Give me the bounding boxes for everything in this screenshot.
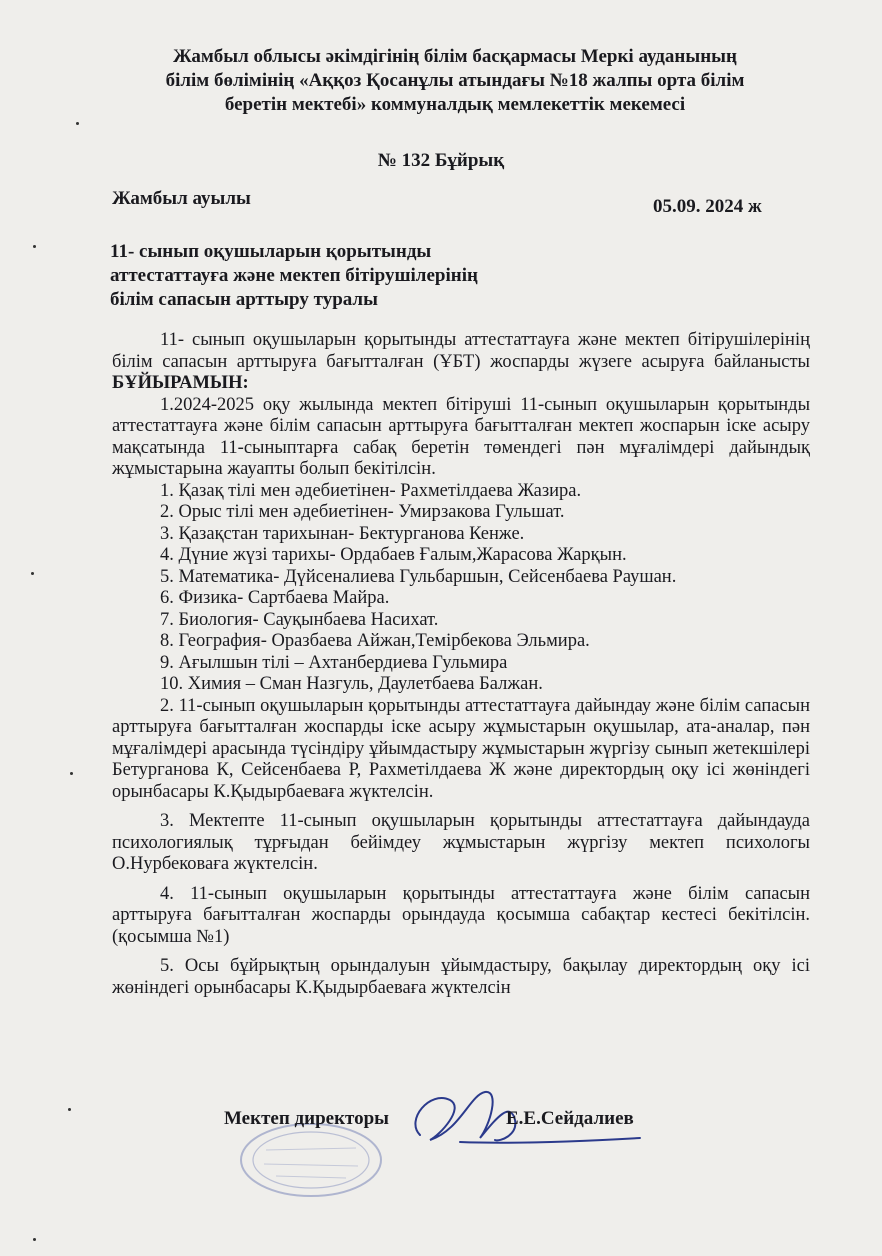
list-item: 1. Қазақ тілі мен әдебиетінен- Рахметілдаева Жазира. bbox=[160, 480, 582, 501]
point-2: 2. 11-сынып оқушыларын қорытынды аттестаттауға дайындау және білім сапасын арттыруға бағытталған жоспарды іске асыру жұмыстарын оқушылар, ата-аналар, пән мұғалімдері арасында түсіндіру ұйымдастыру жұмыстарын жүргізу сынып жетекшілері Бетурганова К, Сейсенбаева Р, Рахметілдаева Ж және директордың оқу ісі жөніндегі орынбасары К.Қыдырбаеваға жүктелсін. bbox=[112, 695, 810, 802]
place-of-issue: Жамбыл ауылы bbox=[112, 188, 251, 209]
subject-line: білім сапасын арттыру туралы bbox=[110, 289, 378, 310]
intro-text: 11- сынып оқушыларын қорытынды аттестаттауға және мектеп бітірушілерінің білім сапасын арттыруға бағытталған (ҰБТ) жоспарды жүзеге асыруға байланысты bbox=[112, 330, 810, 372]
official-stamp bbox=[236, 1120, 386, 1200]
signatory-name: Е.Е.Сейдалиев bbox=[506, 1108, 634, 1129]
intro-paragraph bbox=[112, 330, 810, 395]
margin-mark bbox=[33, 245, 36, 248]
list-item: 2. Орыс тілі мен әдебиетінен- Умирзакова Гульшат. bbox=[160, 502, 565, 522]
teacher-list bbox=[112, 481, 810, 696]
list-item: 8. География- Оразбаева Айжан,Темірбекова Эльмира. bbox=[160, 631, 590, 651]
order-emphasis: БҰЙЫРАМЫН: bbox=[112, 373, 249, 393]
point-1: 1.2024-2025 оқу жылында мектеп бітіруші 11-сынып оқушыларын қорытынды аттестаттауға және білім сапасын арттыруға бағытталған мектеп жоспарын іске асыру мақсатында 11-сыныптарға сабақ беретін төмендегі пән мұғалімдері дайындық жұмыстарына жауапты болып бекітілсін. bbox=[112, 394, 810, 479]
signatory-title: Мектеп директоры bbox=[224, 1108, 390, 1129]
order-date: 05.09. 2024 ж bbox=[653, 196, 762, 217]
margin-mark bbox=[70, 772, 73, 775]
order-subject bbox=[110, 240, 478, 312]
subject-line: 11- сынып оқушыларын қорытынды bbox=[110, 241, 432, 262]
header-line: беретін мектебі» коммуналдық мемлекеттік мекемесі bbox=[224, 94, 686, 115]
point-3: 3. Мектепте 11-сынып оқушыларын қорытынды аттестаттауға дайындауда психологиялық тұрғыдан бейімдеу жұмыстарын жүргізу мектеп психологы О.Нурбековаға жүктелсін. bbox=[112, 811, 810, 874]
margin-mark bbox=[68, 1108, 71, 1111]
margin-mark bbox=[76, 122, 79, 125]
margin-mark bbox=[31, 572, 34, 575]
margin-mark bbox=[33, 1238, 36, 1241]
list-item: 5. Математика- Дүйсеналиева Гульбаршын, Сейсенбаева Раушан. bbox=[160, 566, 677, 587]
point-5: 5. Осы бұйрықтың орындалуын ұйымдастыру, бақылау директордың оқу ісі жөніндегі орынбасары К.Қыдырбаеваға жүктелсін bbox=[112, 956, 810, 998]
list-item: 7. Биология- Сауқынбаева Насихат. bbox=[160, 609, 439, 630]
order-body bbox=[112, 330, 810, 999]
header-line: білім бөлімінің «Аққоз Қосанұлы атындағы №18 жалпы орта білім bbox=[165, 70, 745, 91]
list-item: 10. Химия – Сман Назгуль, Даулетбаева Балжан. bbox=[160, 674, 543, 694]
subject-line: аттестаттауға және мектеп бітірушілерінің bbox=[110, 265, 478, 286]
order-title: № 132 Бұйрық bbox=[377, 150, 505, 171]
header-line: Жамбыл облысы әкімдігінің білім басқармасы Меркі ауданының bbox=[173, 46, 737, 67]
list-item: 6. Физика- Сартбаева Майра. bbox=[160, 588, 390, 608]
list-item: 3. Қазақстан тарихынан- Бектурганова Кенже. bbox=[160, 523, 525, 544]
institution-header bbox=[60, 45, 850, 117]
list-item: 4. Дүние жүзі тарихы- Ордабаев Ғалым,Жарасова Жарқын. bbox=[160, 545, 627, 565]
point-4: 4. 11-сынып оқушыларын қорытынды аттестаттауға және білім сапасын арттыруға бағытталған жоспарды орындауда қосымша сабақтар кестесі бекітілсін. (қосымша №1) bbox=[112, 883, 810, 947]
list-item: 9. Ағылшын тілі – Ахтанбердиева Гульмира bbox=[160, 652, 508, 673]
